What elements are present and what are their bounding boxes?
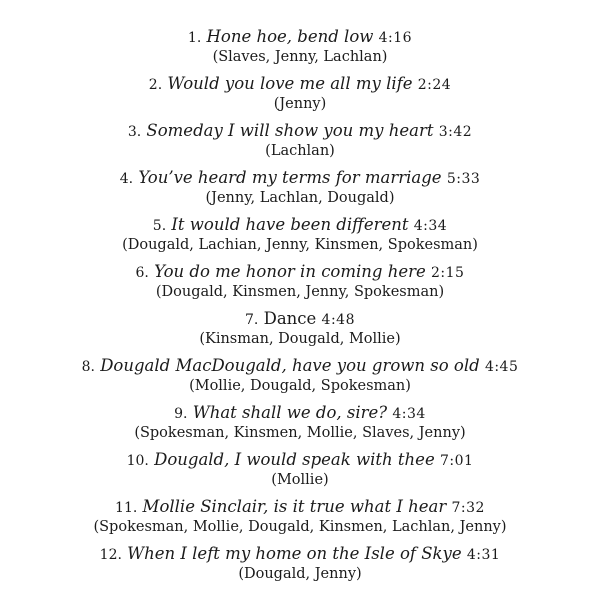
- track-title: You do me honor in coming here: [154, 262, 426, 281]
- track-entry: [0, 74, 600, 113]
- track-credits: (Dougald, Jenny): [238, 566, 362, 582]
- track-title-line: [0, 356, 600, 377]
- track-entry: [0, 403, 600, 442]
- track-title-line: [0, 309, 600, 330]
- track-entry: [0, 27, 600, 66]
- track-credits: (Mollie): [271, 472, 329, 488]
- track-title: Would you love me all my life: [167, 74, 413, 93]
- track-title: Someday I will show you my heart: [146, 121, 434, 140]
- track-duration: 4:48: [321, 312, 355, 328]
- track-title-line: [0, 497, 600, 518]
- track-entry: [0, 544, 600, 583]
- track-title: When I left my home on the Isle of Skye: [127, 544, 462, 563]
- track-duration: 2:24: [417, 77, 452, 93]
- track-number: 3.: [127, 124, 142, 140]
- track-title-line: [0, 403, 600, 424]
- track-title: What shall we do, sire?: [192, 403, 388, 422]
- track-entry: [0, 356, 600, 395]
- track-credits: (Lachlan): [265, 143, 335, 159]
- track-title-line: [0, 450, 600, 471]
- track-title-line: [0, 544, 600, 565]
- track-title-line: [0, 27, 600, 48]
- track-duration: 4:34: [413, 218, 448, 234]
- track-duration: 7:32: [451, 500, 485, 516]
- track-number: 2.: [148, 77, 163, 93]
- track-duration: 7:01: [439, 453, 474, 469]
- track-number: 1.: [187, 30, 202, 46]
- track-credits: (Dougald, Kinsmen, Jenny, Spokesman): [155, 284, 445, 300]
- track-title-line: [0, 215, 600, 236]
- track-title: You’ve heard my terms for marriage: [138, 168, 442, 187]
- track-title: Hone hoe, bend low: [206, 27, 374, 46]
- track-credits: (Mollie, Dougald, Spokesman): [189, 378, 411, 394]
- track-duration: 4:31: [466, 547, 501, 563]
- track-title: It would have been different: [171, 215, 409, 234]
- track-number: 6.: [135, 265, 149, 281]
- track-number: 7.: [244, 312, 259, 328]
- track-title: Dance: [263, 309, 317, 328]
- track-entry: [0, 262, 600, 301]
- track-entry: [0, 450, 600, 489]
- track-title-line: [0, 121, 600, 142]
- track-duration: 4:34: [392, 406, 426, 422]
- track-duration: 5:33: [446, 171, 481, 187]
- track-credits: (Kinsman, Dougald, Mollie): [199, 331, 401, 347]
- track-number: 11.: [115, 500, 138, 516]
- track-credits: (Slaves, Jenny, Lachlan): [212, 49, 388, 65]
- track-number: 8.: [81, 359, 95, 375]
- track-credits: (Jenny): [273, 96, 327, 112]
- track-entry: [0, 215, 600, 254]
- track-title-line: [0, 74, 600, 95]
- track-number: 9.: [174, 406, 188, 422]
- track-list: [0, 27, 600, 583]
- track-duration: 4:16: [378, 30, 413, 46]
- track-entry: [0, 121, 600, 160]
- track-credits: (Spokesman, Kinsmen, Mollie, Slaves, Jenny): [134, 425, 466, 441]
- track-duration: 3:42: [438, 124, 473, 140]
- track-entry: [0, 309, 600, 348]
- track-credits: (Jenny, Lachlan, Dougald): [205, 190, 395, 206]
- track-number: 5.: [152, 218, 167, 234]
- track-entry: [0, 497, 600, 536]
- track-number: 12.: [99, 547, 122, 563]
- track-duration: 2:15: [431, 265, 465, 281]
- track-number: 10.: [126, 453, 149, 469]
- track-credits: (Spokesman, Mollie, Dougald, Kinsmen, Lachlan, Jenny): [93, 519, 507, 535]
- track-number: 4.: [119, 171, 134, 187]
- track-title-line: [0, 168, 600, 189]
- track-credits: (Dougald, Lachian, Jenny, Kinsmen, Spokesman): [122, 237, 478, 253]
- track-duration: 4:45: [484, 359, 519, 375]
- track-title: Dougald, I would speak with thee: [154, 450, 435, 469]
- track-title: Dougald MacDougald, have you grown so old: [100, 356, 480, 375]
- track-title-line: [0, 262, 600, 283]
- track-entry: [0, 168, 600, 207]
- track-title: Mollie Sinclair, is it true what I hear: [142, 497, 447, 516]
